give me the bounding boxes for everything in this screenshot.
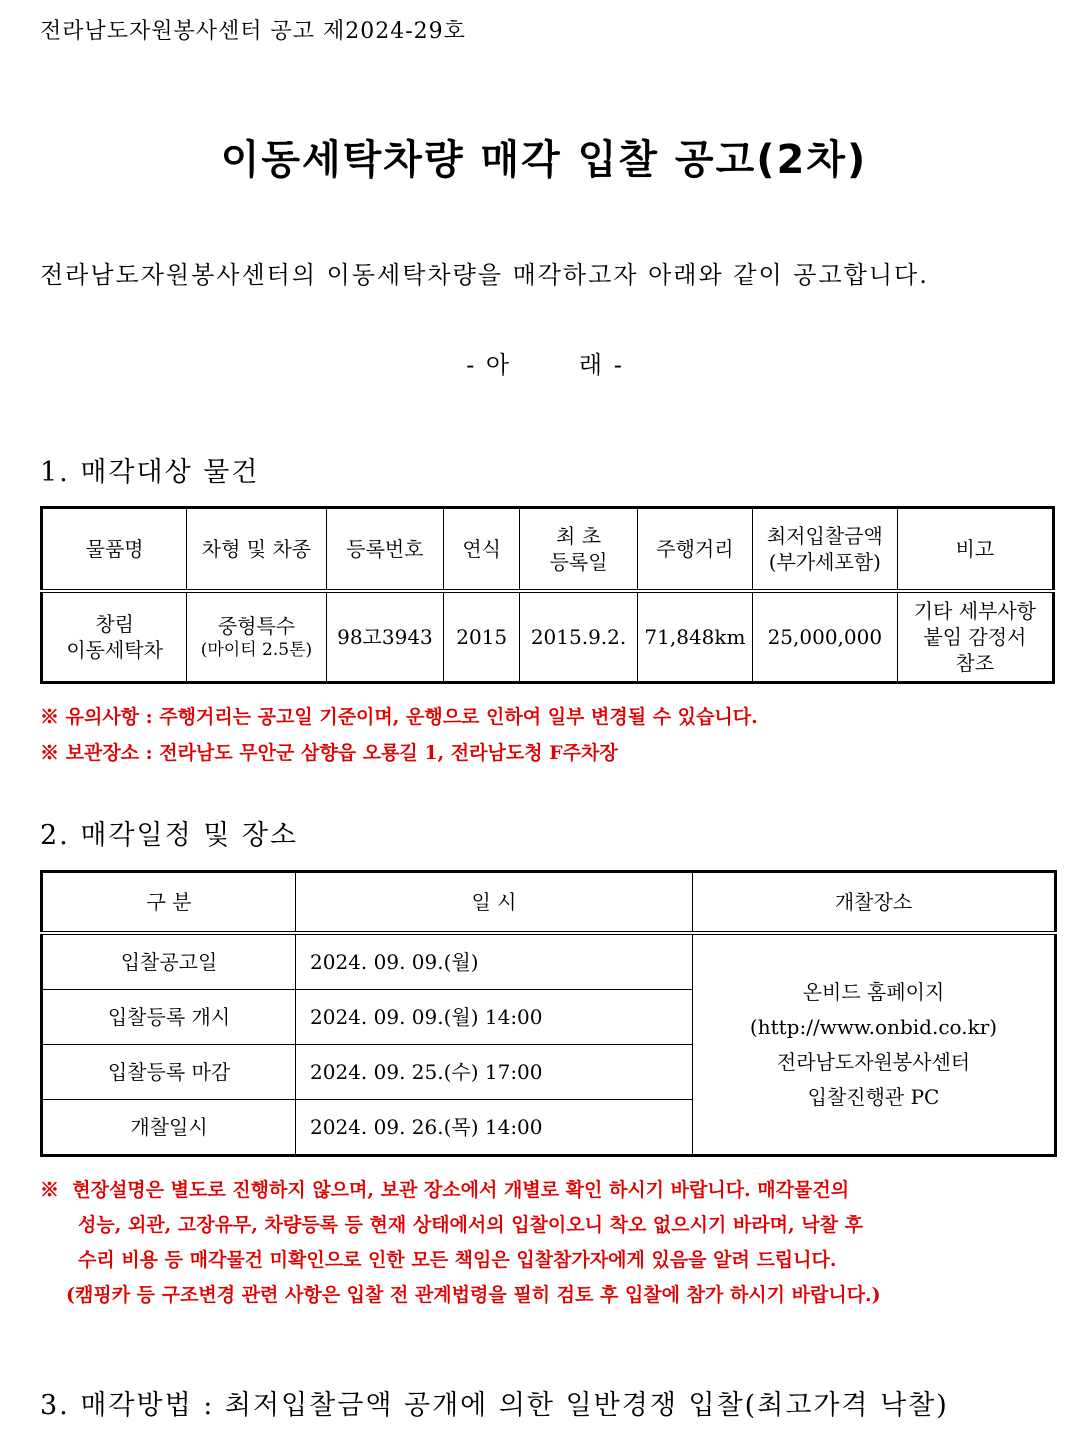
remark-line3: 참조 [955,651,995,675]
table-row [42,591,1054,683]
vehicle-type-line2: (마이티 2.5톤) [200,639,313,660]
notice-line3: 수리 비용 등 매각물건 미확인으로 인한 모든 책임은 입찰참가자에게 있음을 알려 드립니다. [78,1249,837,1271]
min-bid-cell: 25,000,000 [752,591,897,683]
col-category: 구 분 [42,872,296,934]
notice-line1: ※ 현장설명은 별도로 진행하지 않으며, 보관 장소에서 개별로 확인 하시기 바랍니다. 매각물건의 [40,1179,850,1201]
site-inspection-notice [40,1173,1060,1313]
vehicle-type-cell [187,591,326,683]
col-datetime: 일 시 [296,872,693,934]
place-line4: 입찰진행관 PC [807,1084,940,1109]
section1-heading: 1. 매각대상 물건 [40,457,260,488]
col-mileage: 주행거리 [637,508,752,592]
schedule-datetime: 2024. 09. 26.(목) 14:00 [296,1100,693,1156]
schedule-label: 입찰등록 마감 [42,1045,296,1100]
vehicle-type-line1: 중형특수 [217,613,296,638]
table-header-row [42,872,1056,934]
col-remark: 비고 [897,508,1053,592]
year-cell: 2015 [444,591,520,683]
col-first-reg [520,508,638,592]
section3-heading: 3. 매각방법 : 최저입찰금액 공개에 의한 일반경쟁 입찰(최고가격 낙찰) [40,1390,949,1421]
col-first-reg-line2: 등록일 [549,550,608,574]
col-item-name: 물품명 [42,508,187,592]
table-header-row [42,508,1054,592]
col-opening-place: 개찰장소 [693,872,1056,934]
item-name-line2: 이동세탁차 [66,638,163,662]
remark-cell [897,591,1053,683]
storage-note: ※ 보관장소 : 전라남도 무안군 삼향읍 오룡길 1, 전라남도청 F주차장 [40,742,618,764]
col-min-bid-line2: (부가세포함) [768,550,881,574]
section2-heading: 2. 매각일정 및 장소 [40,820,299,851]
below-marker: - 아 래 - [466,351,622,379]
col-reg-number: 등록번호 [326,508,444,592]
table-row [42,933,1056,990]
remark-line2: 붙임 감정서 [923,625,1027,649]
schedule-table [40,870,1057,1157]
item-name-line1: 창림 [95,612,134,636]
schedule-label: 입찰공고일 [42,933,296,990]
mileage-note: ※ 유의사항 : 주행거리는 공고일 기준이며, 운행으로 인하여 일부 변경될 수 있습니다. [40,706,758,728]
col-min-bid-line1: 최저입찰금액 [766,524,883,548]
reg-number-cell: 98고3943 [326,591,444,683]
schedule-label: 개찰일시 [42,1100,296,1156]
schedule-datetime: 2024. 09. 09.(월) [296,933,693,990]
schedule-label: 입찰등록 개시 [42,990,296,1045]
first-reg-cell: 2015.9.2. [520,591,638,683]
place-line3: 전라남도자원봉사센터 [776,1049,971,1074]
col-vehicle-type: 차형 및 차종 [187,508,326,592]
schedule-datetime: 2024. 09. 25.(수) 17:00 [296,1045,693,1100]
place-line2: (http://www.onbid.co.kr) [749,1014,998,1039]
notice-line2: 성능, 외관, 고장유무, 차량등록 등 현재 상태에서의 입찰이오니 착오 없으시기 바라며, 낙찰 후 [78,1214,863,1236]
intro-text: 전라남도자원봉사센터의 이동세탁차량을 매각하고자 아래와 같이 공고합니다. [40,261,929,289]
mileage-cell: 71,848km [637,591,752,683]
notice-number: 전라남도자원봉사센터 공고 제2024-29호 [40,19,466,44]
place-line1: 온비드 홈페이지 [802,979,945,1004]
item-name-cell [42,591,187,683]
col-first-reg-line1: 최 초 [556,524,602,548]
col-year: 연식 [444,508,520,592]
col-min-bid [752,508,897,592]
schedule-datetime: 2024. 09. 09.(월) 14:00 [296,990,693,1045]
document-title: 이동세탁차량 매각 입찰 공고(2차) [220,137,868,183]
notice-line4: (캠핑카 등 구조변경 관련 사항은 입찰 전 관계법령을 필히 검토 후 입찰에 참가 하시기 바랍니다.) [66,1284,881,1306]
remark-line1: 기타 세부사항 [913,599,1036,623]
opening-place-cell [693,933,1056,1156]
sale-item-table [40,506,1055,684]
